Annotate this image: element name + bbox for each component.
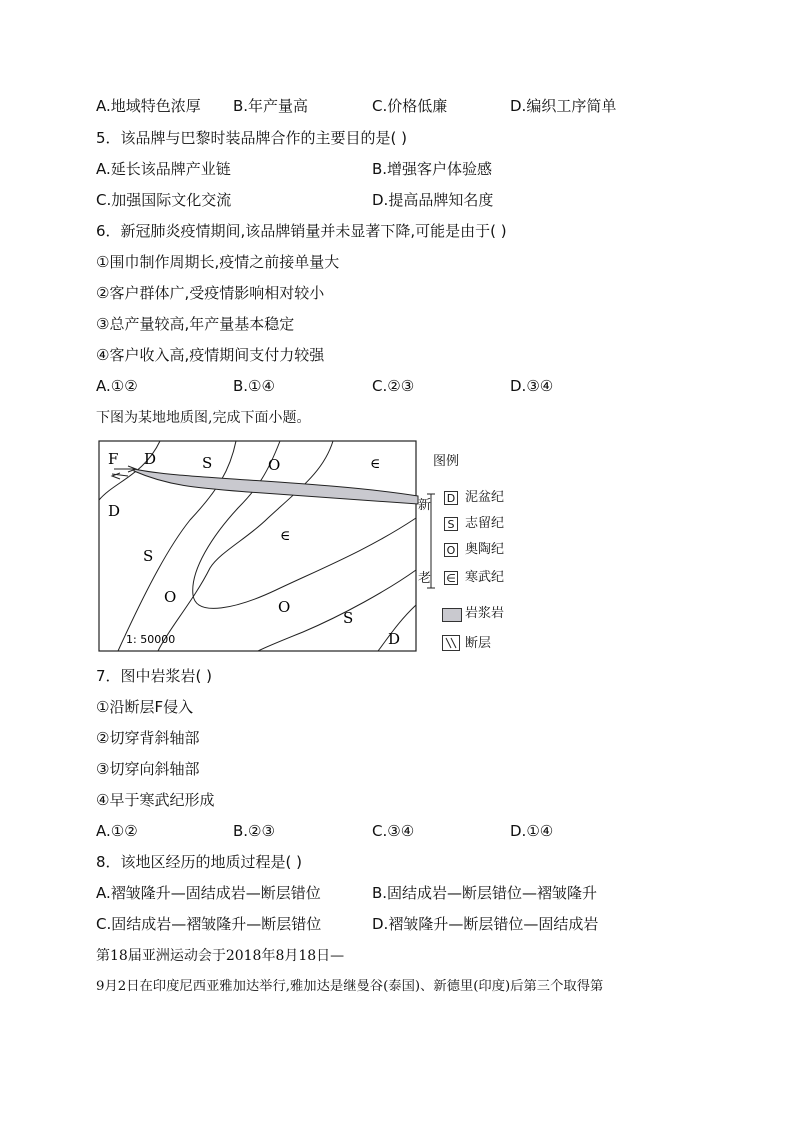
q8-option-b: B.固结成岩—断层错位—褶皱隆升 bbox=[372, 884, 598, 902]
legend-new-label: 新 bbox=[418, 498, 432, 513]
strata-label: S bbox=[343, 609, 354, 627]
q7-item-4: ④早于寒武纪形成 bbox=[96, 791, 215, 809]
asian-games-intro-line-2: 9月2日在印度尼西亚雅加达举行,雅加达是继曼谷(泰国)、新德里(印度)后第三个取得第 bbox=[96, 979, 604, 994]
q6-option-c: C.②③ bbox=[372, 377, 415, 395]
q7-item-2: ②切穿背斜轴部 bbox=[96, 729, 200, 747]
q7-option-c: C.③④ bbox=[372, 822, 415, 840]
q6-stem: 6．新冠肺炎疫情期间,该品牌销量并未显著下降,可能是由于( ) bbox=[96, 222, 507, 240]
q4-option-a: A.地域特色浓厚 bbox=[96, 97, 201, 115]
q6-item-1: ①围巾制作周期长,疫情之前接单量大 bbox=[96, 253, 340, 271]
legend-silurian: 志留纪 bbox=[465, 516, 505, 531]
q4-option-c: C.价格低廉 bbox=[372, 97, 448, 115]
q6-option-d: D.③④ bbox=[510, 377, 554, 395]
strata-label: S bbox=[202, 454, 213, 472]
strata-label: O bbox=[164, 588, 177, 606]
map-scale: 1: 50000 bbox=[126, 633, 176, 646]
q8-option-d: D.褶皱隆升—断层错位—固结成岩 bbox=[372, 915, 599, 933]
asian-games-intro-line-1: 第18届亚洲运动会于2018年8月18日— bbox=[96, 948, 345, 964]
map-legend bbox=[418, 452, 538, 657]
q6-option-b: B.①④ bbox=[233, 377, 275, 395]
legend-box-cambrian: ∈ bbox=[444, 571, 458, 585]
q7-item-1: ①沿断层F侵入 bbox=[96, 698, 194, 716]
legend-box-ordovician: O bbox=[444, 543, 458, 557]
q7-option-b: B.②③ bbox=[233, 822, 275, 840]
q8-stem: 8．该地区经历的地质过程是( ) bbox=[96, 853, 303, 871]
q4-option-d: D.编织工序简单 bbox=[510, 97, 617, 115]
q6-item-3: ③总产量较高,年产量基本稳定 bbox=[96, 315, 295, 333]
q6-item-4: ④客户收入高,疫情期间支付力较强 bbox=[96, 346, 325, 364]
strata-label: S bbox=[143, 547, 154, 565]
legend-magma: 岩浆岩 bbox=[465, 606, 505, 621]
legend-fault: 断层 bbox=[465, 636, 492, 651]
q7-option-d: D.①④ bbox=[510, 822, 554, 840]
q7-item-3: ③切穿向斜轴部 bbox=[96, 760, 200, 778]
q6-option-a: A.①② bbox=[96, 377, 138, 395]
q5-stem: 5．该品牌与巴黎时装品牌合作的主要目的是( ) bbox=[96, 129, 408, 147]
strata-label: D bbox=[108, 502, 121, 520]
q5-option-c: C.加强国际文化交流 bbox=[96, 191, 232, 209]
legend-devonian: 泥盆纪 bbox=[465, 490, 505, 505]
legend-box-devonian: D bbox=[444, 491, 458, 505]
age-arrow-icon bbox=[426, 492, 436, 592]
legend-ordovician: 奥陶纪 bbox=[465, 542, 505, 557]
legend-title: 图例 bbox=[433, 454, 460, 469]
fault-label: F bbox=[108, 450, 119, 468]
q5-option-b: B.增强客户体验感 bbox=[372, 160, 493, 178]
q8-option-a: A.褶皱隆升—固结成岩—断层错位 bbox=[96, 884, 321, 902]
legend-box-silurian: S bbox=[444, 517, 458, 531]
strata-label: O bbox=[278, 598, 291, 616]
strata-label: ∈ bbox=[370, 456, 381, 472]
legend-magma-swatch bbox=[442, 608, 462, 622]
legend-cambrian: 寒武纪 bbox=[465, 570, 505, 585]
q7-option-a: A.①② bbox=[96, 822, 138, 840]
strata-label: ∈ bbox=[280, 528, 291, 544]
q5-option-a: A.延长该品牌产业链 bbox=[96, 160, 231, 178]
strata-label: D bbox=[388, 630, 401, 648]
q8-option-c: C.固结成岩—褶皱隆升—断层错位 bbox=[96, 915, 322, 933]
q5-option-d: D.提高品牌知名度 bbox=[372, 191, 494, 209]
legend-fault-icon bbox=[442, 635, 462, 653]
geology-intro: 下图为某地地质图,完成下面小题。 bbox=[96, 410, 311, 426]
strata-label: D bbox=[144, 450, 157, 468]
strata-label: O bbox=[268, 456, 281, 474]
q7-stem: 7．图中岩浆岩( ) bbox=[96, 667, 213, 685]
legend-old-label: 老 bbox=[418, 571, 432, 586]
q6-item-2: ②客户群体广,受疫情影响相对较小 bbox=[96, 284, 325, 302]
q4-option-b: B.年产量高 bbox=[233, 97, 309, 115]
